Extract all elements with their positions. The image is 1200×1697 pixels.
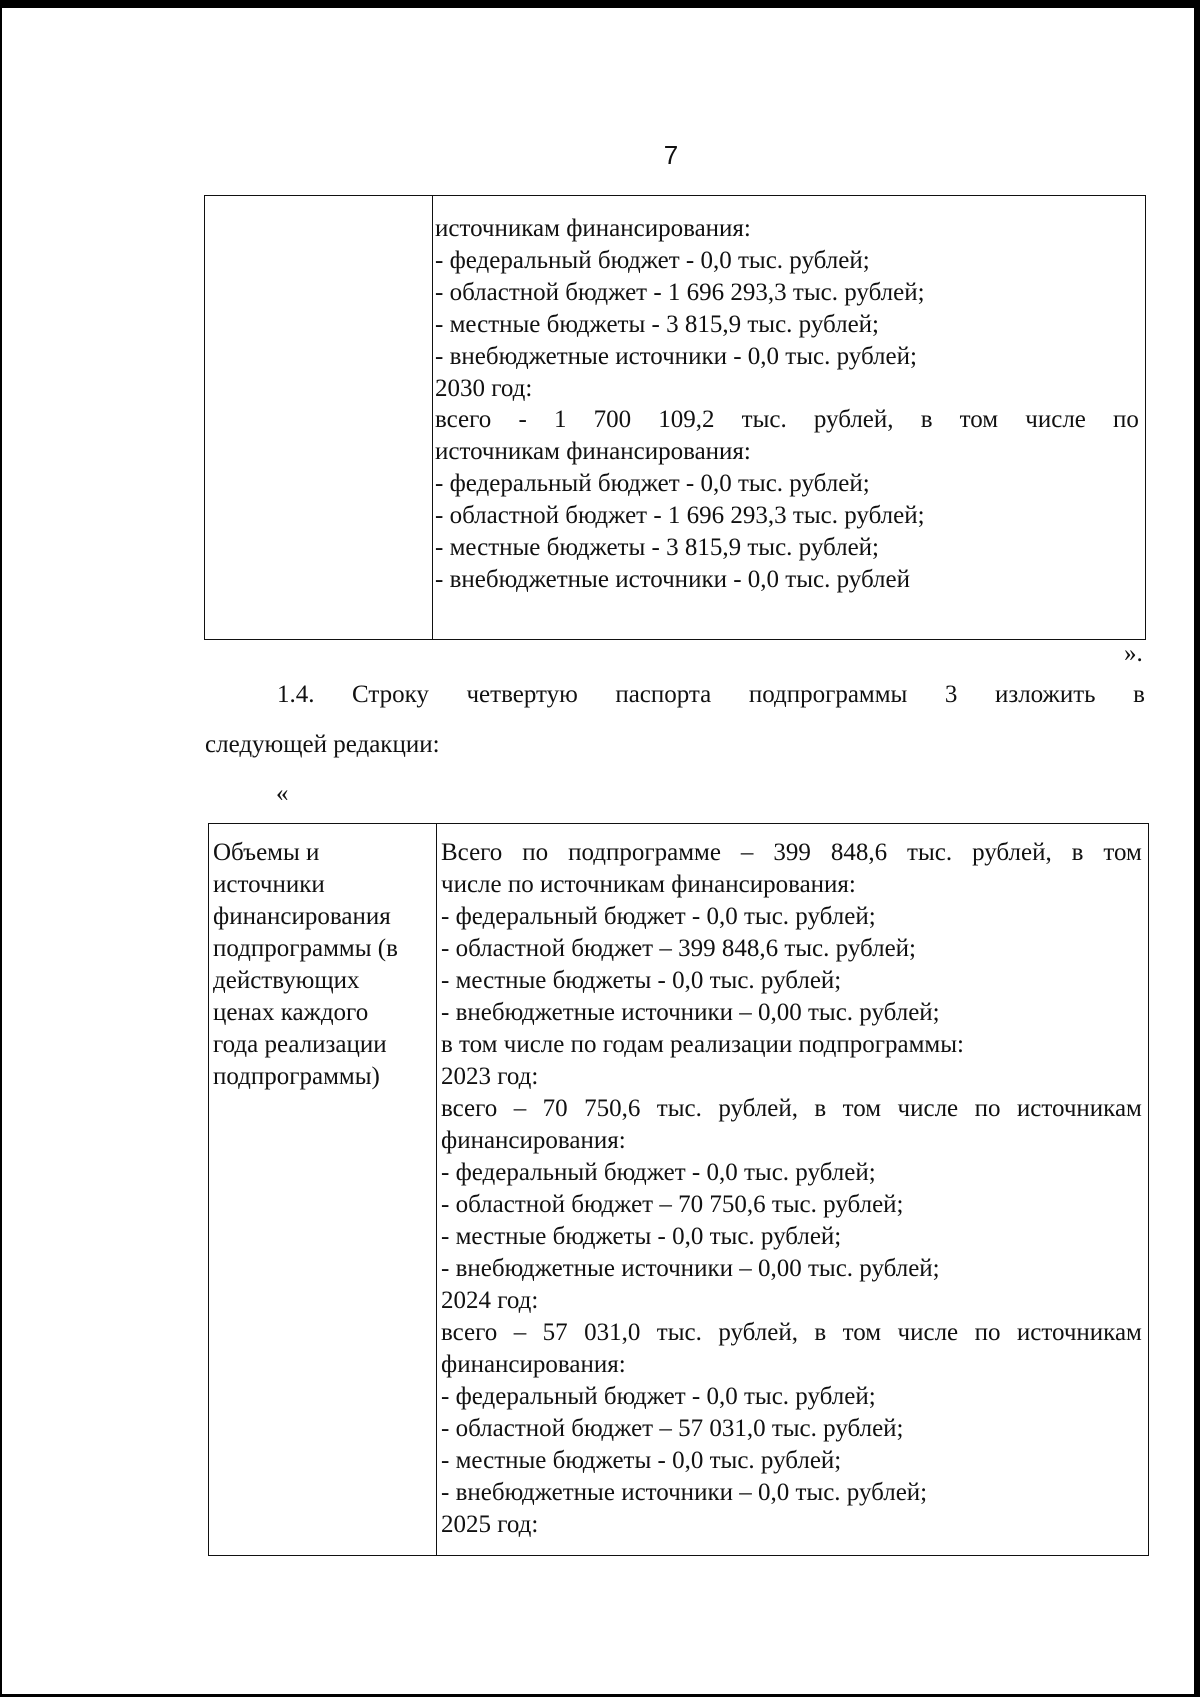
closing-quote: ».	[1124, 640, 1143, 667]
justified-word: тыс.	[741, 406, 787, 434]
justified-word: по	[974, 1095, 1001, 1122]
table2-line: в том числе по годам реализации подпрограммы:	[441, 1031, 964, 1058]
table2-line: - областной бюджет – 70 750,6 тыс. рублей;	[441, 1191, 904, 1218]
justified-word: тыс.	[907, 839, 953, 866]
opening-quote: «	[276, 780, 289, 807]
table2-line-justified	[437, 837, 1142, 869]
table1-line: источникам финансирования:	[435, 438, 751, 466]
table1-line: - областной бюджет - 1 696 293,3 тыс. рублей;	[435, 278, 925, 306]
justified-word: всего	[441, 1319, 498, 1346]
table2-left-line: подпрограммы)	[213, 1063, 380, 1090]
justified-word: 57	[542, 1319, 568, 1346]
justified-word: том	[1103, 839, 1142, 866]
table2-line-justified	[437, 1317, 1142, 1349]
scan-border-top	[0, 0, 1200, 8]
justified-word: рублей,	[972, 839, 1052, 866]
scan-border-right	[1194, 0, 1200, 1697]
table2-left-line: источники	[213, 871, 325, 898]
table1-line: источникам финансирования:	[435, 215, 751, 242]
justified-word: в	[814, 1095, 827, 1122]
table2-left-line: года реализации	[213, 1031, 387, 1058]
table2-left-line: действующих	[213, 967, 360, 994]
table1-line: - федеральный бюджет - 0,0 тыс. рублей;	[435, 470, 870, 498]
justified-word: 848,6	[830, 839, 888, 866]
paragraph-word: в	[1133, 681, 1145, 708]
table2-left-cell	[209, 824, 437, 1555]
table2-line: - федеральный бюджет - 0,0 тыс. рублей;	[441, 1159, 876, 1186]
table2-line: - местные бюджеты - 0,0 тыс. рублей;	[441, 1447, 842, 1474]
justified-word: 1	[553, 406, 567, 434]
paragraph-word: Строку	[352, 681, 429, 708]
justified-word: числе	[897, 1319, 959, 1346]
justified-word: рублей,	[813, 406, 894, 434]
table2-line: - внебюджетные источники – 0,0 тыс. рублей;	[441, 1479, 928, 1506]
table2-line: - областной бюджет – 399 848,6 тыс. рублей;	[441, 935, 916, 962]
justified-word: 109,2	[658, 406, 715, 434]
table1-line: 2030 год:	[435, 374, 533, 402]
justified-word: источникам	[1016, 1095, 1142, 1122]
table1-line: - федеральный бюджет - 0,0 тыс. рублей;	[435, 246, 870, 274]
paragraph-word: 1.4.	[277, 681, 315, 708]
justified-word: в	[1071, 839, 1084, 866]
page-number: 7	[663, 140, 679, 170]
justified-word: в	[920, 406, 933, 434]
table2-line: - федеральный бюджет - 0,0 тыс. рублей;	[441, 1383, 876, 1410]
table1-line-justified	[433, 404, 1139, 436]
justified-word: рублей,	[718, 1095, 798, 1122]
justified-word: всего	[435, 406, 492, 434]
table1-line: - внебюджетные источники - 0,0 тыс. рублей	[435, 565, 910, 593]
justified-word: Всего	[441, 839, 503, 866]
table2-line: - внебюджетные источники – 0,00 тыс. рублей;	[441, 1255, 940, 1282]
table1-right-cell	[433, 196, 1145, 639]
justified-word: -	[518, 406, 527, 434]
table2-line: - областной бюджет – 57 031,0 тыс. рублей;	[441, 1415, 904, 1442]
table1-line: - местные бюджеты - 3 815,9 тыс. рублей;	[435, 310, 879, 338]
justified-word: по	[974, 1319, 1001, 1346]
justified-word: 700	[593, 406, 632, 434]
table2-line: - местные бюджеты - 0,0 тыс. рублей;	[441, 967, 842, 994]
justified-word: числе	[897, 1095, 959, 1122]
justified-word: 70	[542, 1095, 568, 1122]
table2-line: 2024 год:	[441, 1287, 539, 1314]
paragraph-word: четвертую	[466, 681, 578, 708]
paragraph-word: 3	[944, 681, 958, 708]
justified-word: –	[740, 839, 754, 866]
paragraph-word: паспорта	[615, 681, 712, 708]
table2-line: - федеральный бюджет - 0,0 тыс. рублей;	[441, 903, 876, 930]
table2-line: числе по источникам финансирования:	[441, 871, 856, 898]
justified-word: том	[842, 1095, 882, 1122]
table2-line: 2023 год:	[441, 1063, 539, 1090]
paragraph-word: изложить	[994, 681, 1096, 708]
financing-table-subprogram-3	[208, 823, 1149, 1556]
justified-word: –	[513, 1095, 527, 1122]
financing-table-continued	[204, 195, 1146, 640]
justified-word: 031,0	[584, 1319, 641, 1346]
justified-word: 750,6	[584, 1095, 641, 1122]
justified-word: источникам	[1016, 1319, 1142, 1346]
paragraph-line-1	[277, 681, 1145, 709]
scan-border-left	[0, 0, 2, 1697]
justified-word: всего	[441, 1095, 498, 1122]
table2-right-cell	[437, 824, 1148, 1555]
justified-word: в	[814, 1319, 827, 1346]
table1-left-cell	[205, 196, 433, 639]
justified-word: по	[522, 839, 549, 866]
table1-line: - местные бюджеты - 3 815,9 тыс. рублей;	[435, 534, 879, 562]
justified-word: тыс.	[656, 1319, 702, 1346]
table2-left-line: Объемы и	[213, 839, 320, 866]
justified-word: 399	[773, 839, 811, 866]
table2-line-justified	[437, 1093, 1142, 1125]
table2-line: - местные бюджеты - 0,0 тыс. рублей;	[441, 1223, 842, 1250]
paragraph-word: подпрограммы	[748, 681, 908, 708]
table2-line: финансирования:	[441, 1351, 626, 1378]
justified-word: числе	[1025, 406, 1086, 434]
table2-line: 2025 год:	[441, 1511, 539, 1538]
justified-word: том	[959, 406, 999, 434]
table2-left-line: подпрограммы (в	[213, 935, 398, 962]
table2-line: финансирования:	[441, 1127, 626, 1154]
justified-word: подпрограмме	[568, 839, 721, 866]
table2-left-line: финансирования	[213, 903, 391, 930]
table1-line: - областной бюджет - 1 696 293,3 тыс. рублей;	[435, 502, 925, 530]
justified-word: тыс.	[656, 1095, 702, 1122]
justified-word: –	[513, 1319, 527, 1346]
paragraph-line-2: следующей редакции:	[205, 731, 440, 758]
table2-left-line: ценах каждого	[213, 999, 369, 1026]
justified-word: том	[842, 1319, 882, 1346]
table1-line: - внебюджетные источники - 0,0 тыс. рублей;	[435, 342, 917, 370]
justified-word: по	[1113, 406, 1139, 434]
justified-word: рублей,	[718, 1319, 798, 1346]
table2-line: - внебюджетные источники – 0,00 тыс. рублей;	[441, 999, 940, 1026]
